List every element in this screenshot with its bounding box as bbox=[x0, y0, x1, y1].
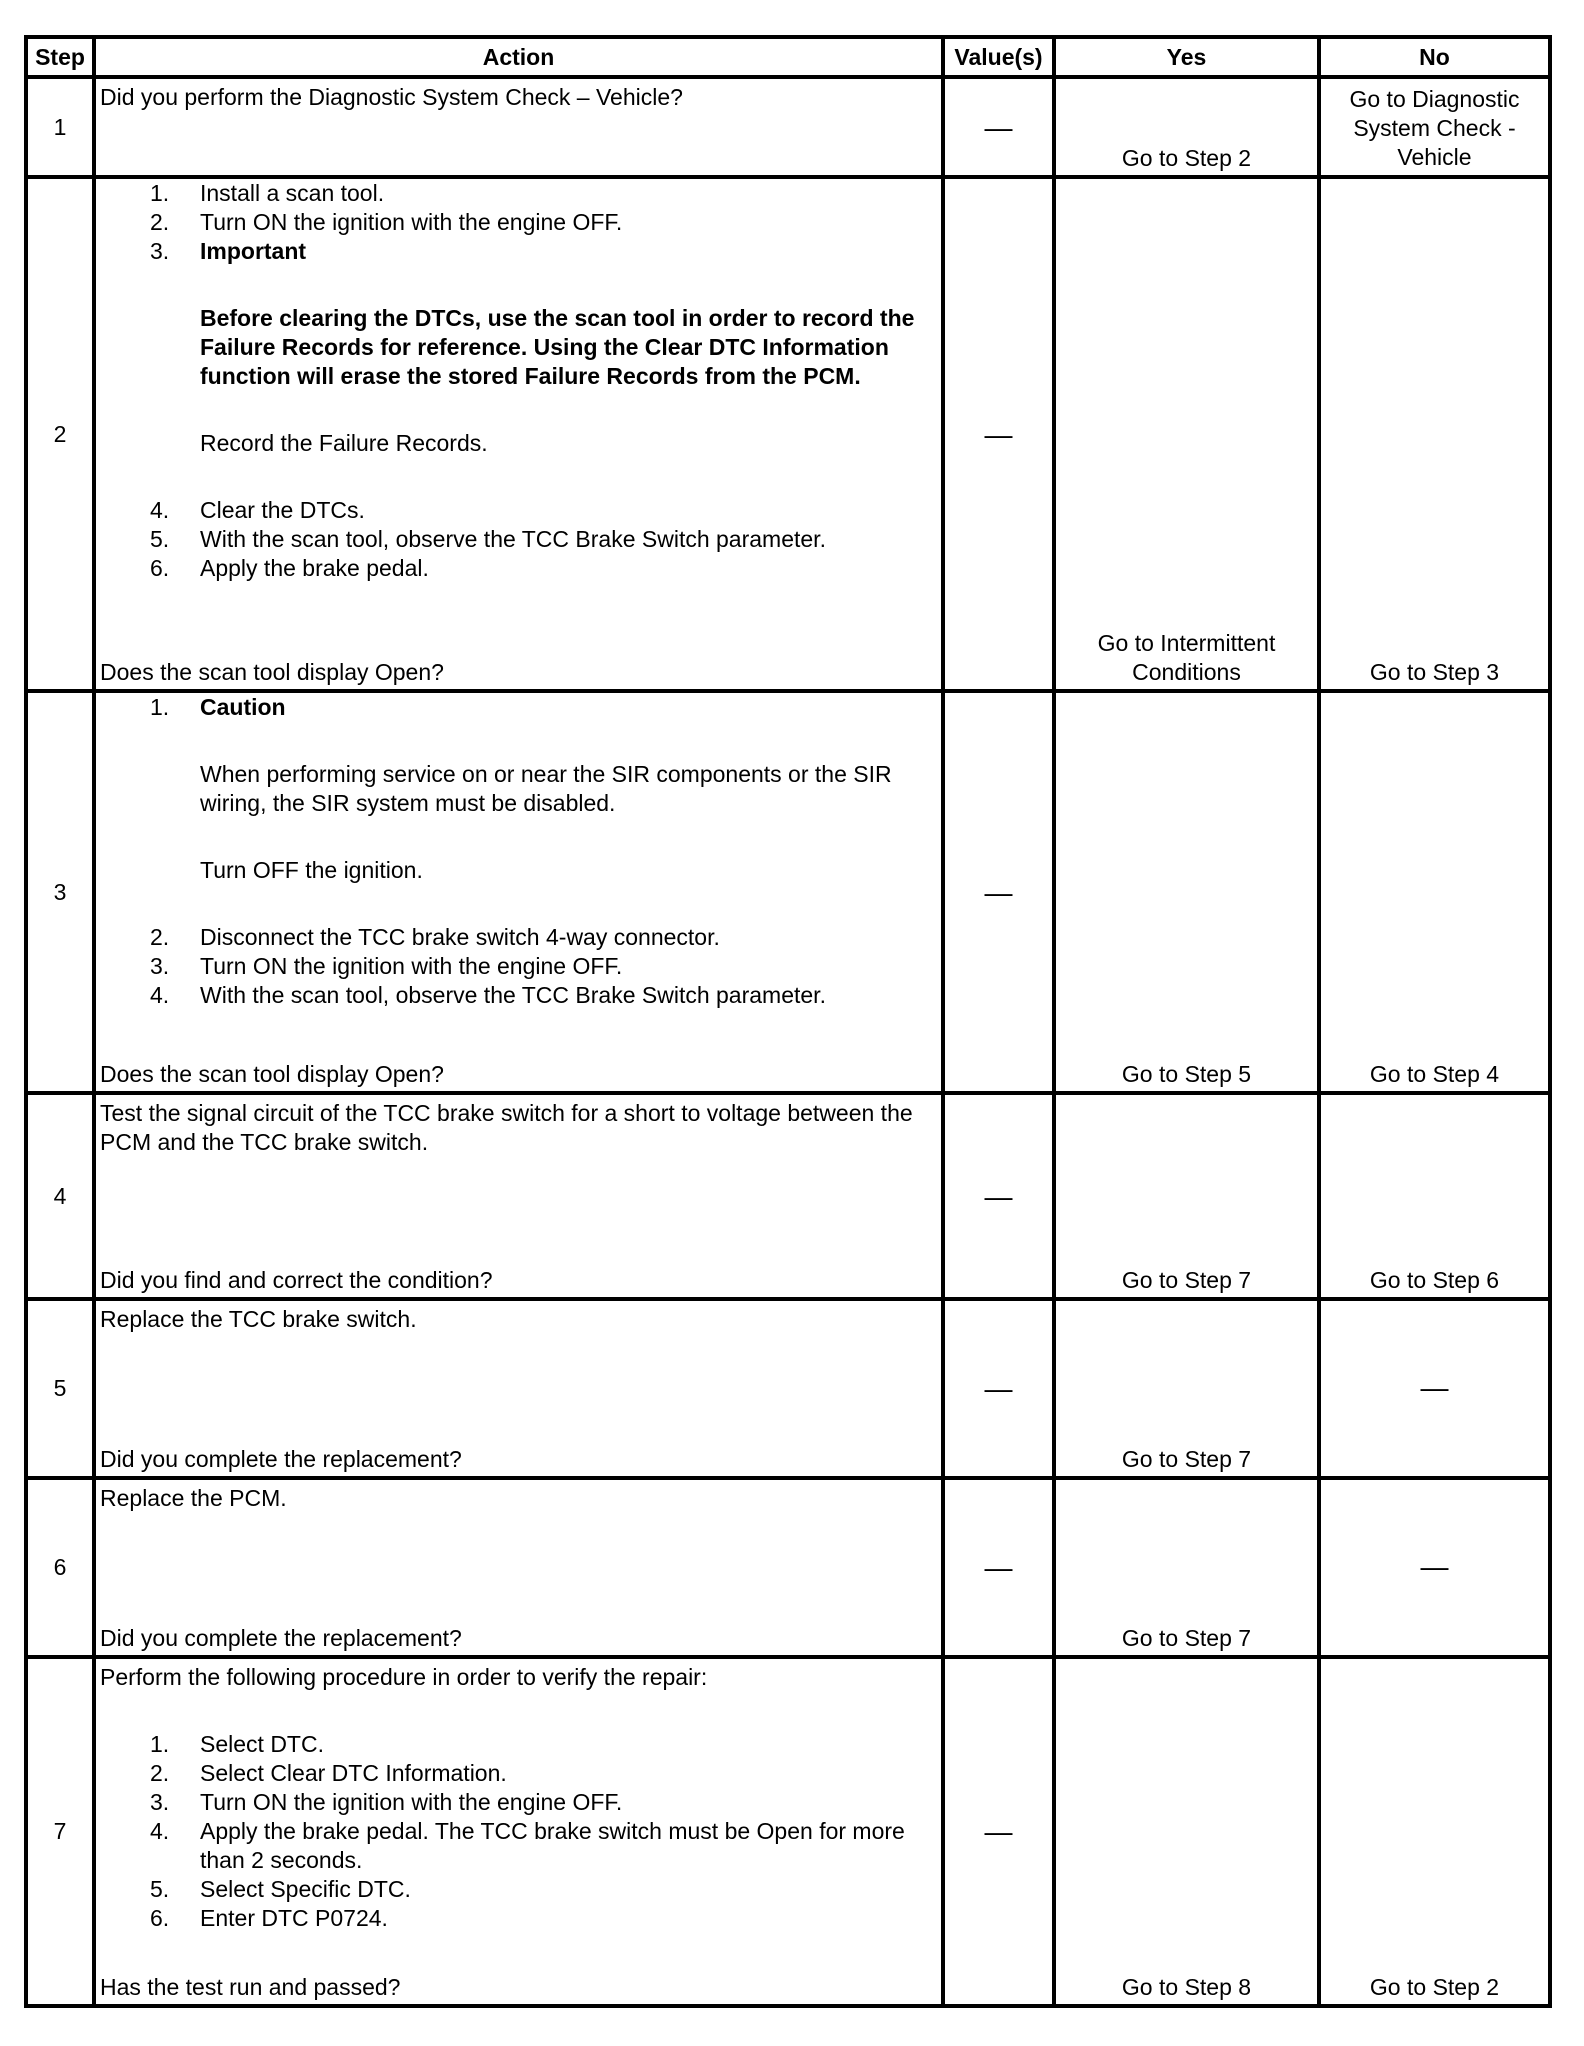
no-value: — bbox=[1319, 1299, 1550, 1478]
important-note: Before clearing the DTCs, use the scan tool in order to record the Failure Records for reference. Using the Clear DTC Information function will erase the stored Failure Records from the PCM. bbox=[200, 305, 915, 389]
table-row bbox=[26, 177, 1550, 691]
yes-link[interactable]: Go to Step 2 bbox=[1054, 77, 1319, 177]
action-cell bbox=[94, 77, 943, 177]
header-no: No bbox=[1319, 37, 1550, 77]
step-number: 5 bbox=[26, 1299, 94, 1478]
value-cell: — bbox=[943, 691, 1054, 1093]
action-cell bbox=[94, 1299, 943, 1478]
header-yes: Yes bbox=[1054, 37, 1319, 77]
list-item: 5. With the scan tool, observe the TCC Brake Switch parameter. bbox=[150, 526, 826, 552]
procedure-list bbox=[100, 179, 937, 583]
action-cell bbox=[94, 177, 943, 691]
value-cell: — bbox=[943, 1478, 1054, 1657]
table-row bbox=[26, 1093, 1550, 1299]
header-row bbox=[26, 37, 1550, 77]
step-number: 4 bbox=[26, 1093, 94, 1299]
caution-note: When performing service on or near the SIR components or the SIR wiring, the SIR system must be disabled. bbox=[200, 761, 892, 816]
yes-link[interactable]: Go to Step 7 bbox=[1054, 1299, 1319, 1478]
note-followup: Turn OFF the ignition. bbox=[200, 857, 423, 883]
note-followup: Record the Failure Records. bbox=[200, 430, 488, 456]
yes-link[interactable]: Go to Step 7 bbox=[1054, 1093, 1319, 1299]
action-cell bbox=[94, 1657, 943, 2006]
step-number: 2 bbox=[26, 177, 94, 691]
question-text: Does the scan tool display Open? bbox=[100, 659, 444, 685]
list-item: 5. Select Specific DTC. bbox=[150, 1876, 411, 1902]
question-text: Did you complete the replacement? bbox=[100, 1446, 462, 1472]
no-link[interactable]: Go to Step 4 bbox=[1319, 691, 1550, 1093]
list-item: 1. Caution When performing service on or near the SIR components or the SIR wiring, the SIR system must be disabled. Turn OFF the ignition. bbox=[100, 693, 937, 923]
header-step: Step bbox=[26, 37, 94, 77]
step-number: 3 bbox=[26, 691, 94, 1093]
list-item: 6. Enter DTC P0724. bbox=[150, 1905, 388, 1931]
list-item: 3. Important Before clearing the DTCs, use the scan tool in order to record the Failure Records for reference. Using the Clear DTC Information function will erase the stored Failure Records from the PCM. Record the Failure Records. bbox=[100, 237, 937, 496]
caution-label: Caution bbox=[200, 694, 286, 720]
list-item: 6. Apply the brake pedal. bbox=[150, 555, 429, 581]
list-item: 1. Select DTC. bbox=[150, 1731, 324, 1757]
no-link[interactable]: Go to Step 2 bbox=[1319, 1657, 1550, 2006]
list-item: 3. Turn ON the ignition with the engine OFF. bbox=[150, 1789, 623, 1815]
step-number: 1 bbox=[26, 77, 94, 177]
procedure-list bbox=[100, 693, 937, 1010]
action-text: Test the signal circuit of the TCC brake switch for a short to voltage between the PCM and the TCC brake switch. bbox=[100, 1100, 913, 1155]
step-number: 6 bbox=[26, 1478, 94, 1657]
table-row bbox=[26, 77, 1550, 177]
action-cell bbox=[94, 1478, 943, 1657]
question-text: Did you find and correct the condition? bbox=[100, 1267, 493, 1293]
no-link[interactable]: Go to Step 6 bbox=[1319, 1093, 1550, 1299]
value-cell: — bbox=[943, 177, 1054, 691]
no-value: — bbox=[1319, 1478, 1550, 1657]
header-action: Action bbox=[94, 37, 943, 77]
list-item: 1. Install a scan tool. bbox=[150, 180, 385, 206]
yes-link[interactable]: Go to Step 8 bbox=[1054, 1657, 1319, 2006]
list-item: 2. Disconnect the TCC brake switch 4-way connector. bbox=[150, 924, 720, 950]
procedure-list bbox=[100, 1730, 937, 1933]
yes-link[interactable]: Go to Intermittent Conditions bbox=[1054, 177, 1319, 691]
important-label: Important bbox=[200, 238, 307, 264]
action-text: Perform the following procedure in order to verify the repair: bbox=[100, 1664, 708, 1690]
question-text: Has the test run and passed? bbox=[100, 1974, 401, 2000]
action-text: Replace the PCM. bbox=[100, 1485, 287, 1511]
value-cell: — bbox=[943, 1093, 1054, 1299]
yes-link[interactable]: Go to Step 7 bbox=[1054, 1478, 1319, 1657]
value-cell: — bbox=[943, 1657, 1054, 2006]
action-cell bbox=[94, 1093, 943, 1299]
table-row bbox=[26, 691, 1550, 1093]
list-item: 4. Apply the brake pedal. The TCC brake switch must be Open for more than 2 seconds. bbox=[150, 1818, 905, 1873]
question-text: Does the scan tool display Open? bbox=[100, 1061, 444, 1087]
list-item: 2. Turn ON the ignition with the engine OFF. bbox=[150, 209, 623, 235]
header-values: Value(s) bbox=[943, 37, 1054, 77]
list-item: 4. With the scan tool, observe the TCC Brake Switch parameter. bbox=[150, 982, 826, 1008]
step-number: 7 bbox=[26, 1657, 94, 2006]
action-cell bbox=[94, 691, 943, 1093]
yes-link[interactable]: Go to Step 5 bbox=[1054, 691, 1319, 1093]
action-text: Replace the TCC brake switch. bbox=[100, 1306, 417, 1332]
table-row bbox=[26, 1299, 1550, 1478]
no-link[interactable]: Go to Diagnostic System Check - Vehicle bbox=[1319, 77, 1550, 177]
value-cell: — bbox=[943, 77, 1054, 177]
action-text: Did you perform the Diagnostic System Check – Vehicle? bbox=[100, 84, 683, 110]
list-item: 3. Turn ON the ignition with the engine OFF. bbox=[150, 953, 623, 979]
question-text: Did you complete the replacement? bbox=[100, 1625, 462, 1651]
table-row bbox=[26, 1478, 1550, 1657]
table-row bbox=[26, 1657, 1550, 2006]
value-cell: — bbox=[943, 1299, 1054, 1478]
list-item: 4. Clear the DTCs. bbox=[150, 497, 365, 523]
diagnostic-table bbox=[24, 35, 1552, 2008]
no-link[interactable]: Go to Step 3 bbox=[1319, 177, 1550, 691]
list-item: 2. Select Clear DTC Information. bbox=[150, 1760, 507, 1786]
